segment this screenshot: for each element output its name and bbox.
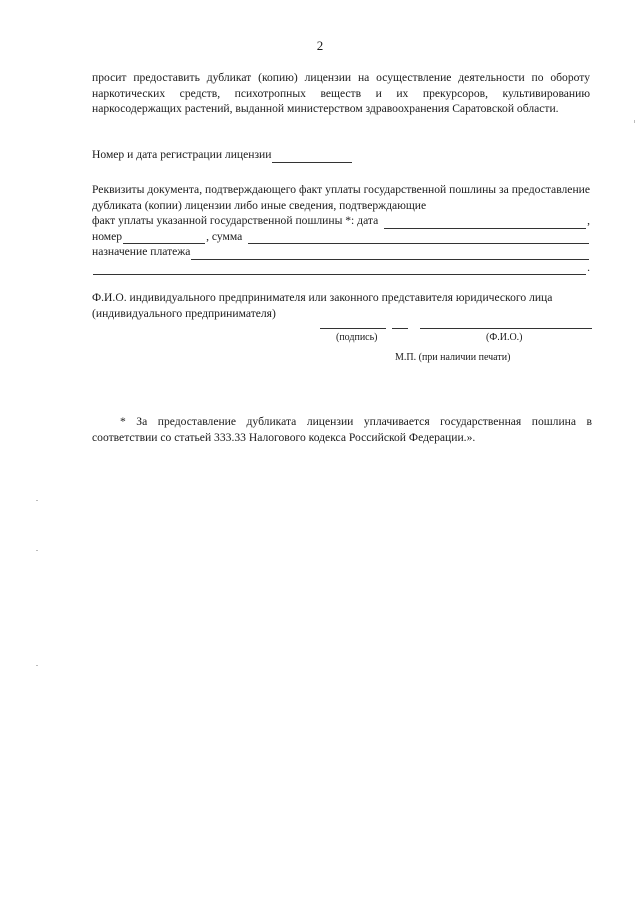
signature-line-gap (392, 328, 408, 329)
payment-number-label: номер (92, 229, 123, 243)
payment-number-row (92, 229, 590, 245)
footnote: * За предоставление дубликата лицензии уплачивается государственная пошлина в соответствии со статьей 333.33 Налогового кодекса Российской Федерации.». (92, 415, 592, 444)
scan-speck (36, 500, 38, 501)
payment-details-intro: Реквизиты документа, подтверждающего факт уплаты государственной пошлины за предоставление дубликата (копии) лицензии либо иные сведения, подтверждающие (92, 183, 590, 212)
payment-date-row: факт уплаты указанной государственной пошлины *: дата , (92, 214, 590, 227)
signature-caption: (подпись) (336, 332, 378, 343)
payment-number-blank[interactable] (123, 232, 205, 244)
payment-extra-row: . (92, 260, 590, 276)
payment-purpose-row (92, 244, 590, 260)
name-caption: (Ф.И.О.) (486, 332, 523, 343)
payment-purpose-blank[interactable] (191, 248, 589, 260)
request-paragraph: просит предоставить дубликат (копию) лицензии на осуществление деятельности по обороту наркотических средств, психотропных веществ и их прекурсоров, культивированию наркосодержащих растений, выданной министерством здравоохранения Саратовской области. (92, 71, 590, 115)
payment-extra-blank[interactable] (93, 263, 586, 275)
page-number: 2 (316, 38, 324, 53)
scan-speck (36, 550, 38, 551)
payment-date-label: факт уплаты указанной государственной пошлины *: дата (92, 214, 379, 227)
scan-speck (634, 120, 635, 123)
payment-sum-label: , сумма (206, 229, 243, 243)
payment-sum-blank[interactable] (248, 232, 589, 244)
scan-speck (36, 665, 38, 666)
signer-label: Ф.И.О. индивидуального предпринимателя или законного представителя юридического лица (индивидуального предпринимателя) (92, 291, 553, 320)
payment-details-section (92, 182, 590, 275)
stamp-note: М.П. (при наличии печати) (395, 352, 511, 363)
name-line[interactable] (420, 328, 592, 329)
payment-date-blank[interactable] (384, 217, 586, 229)
signature-line[interactable] (320, 328, 386, 329)
license-registration-blank[interactable] (272, 151, 352, 163)
license-registration-row (92, 147, 590, 163)
license-registration-label: Номер и дата регистрации лицензии (92, 148, 272, 161)
payment-purpose-label: назначение платежа (92, 245, 191, 258)
